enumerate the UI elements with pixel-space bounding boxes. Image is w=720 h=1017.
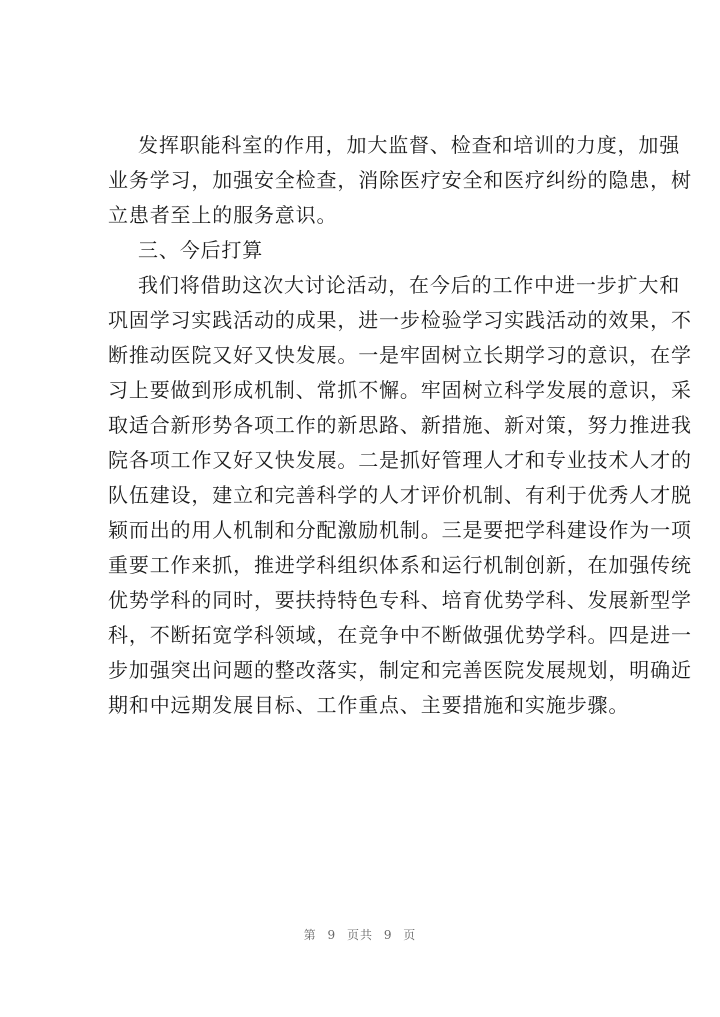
paragraph-line: 习上要做到形成机制、常抓不懈。牢固树立科学发展的意识，采 xyxy=(108,378,692,402)
paragraph-line: 断推动医院又好又快发展。一是牢固树立长期学习的意识，在学 xyxy=(108,343,692,367)
paragraph-line: 我们将借助这次大讨论活动，在今后的工作中进一步扩大和 xyxy=(138,273,681,297)
page-footer xyxy=(0,926,720,943)
paragraph-line: 发挥职能科室的作用，加大监督、检查和培训的力度，加强 xyxy=(138,133,681,157)
paragraph-line: 科，不断拓宽学科领域，在竞争中不断做强优势学科。四是进一 xyxy=(108,623,692,647)
paragraph-line: 颖而出的用人机制和分配激励机制。三是要把学科建设作为一项 xyxy=(108,518,692,542)
current-page-number: 9 xyxy=(327,928,337,942)
paragraph-line: 业务学习，加强安全检查，消除医疗安全和医疗纠纷的隐患，树 xyxy=(108,168,692,192)
paragraph-line: 立患者至上的服务意识。 xyxy=(108,203,338,227)
footer-suffix: 页 xyxy=(403,928,417,942)
paragraph-line: 队伍建设，建立和完善科学的人才评价机制、有利于优秀人才脱 xyxy=(108,483,692,507)
paragraph-line: 优势学科的同时，要扶持特色专科、培育优势学科、发展新型学 xyxy=(108,588,692,612)
paragraph-line: 步加强突出问题的整改落实，制定和完善医院发展规划，明确近 xyxy=(108,658,692,682)
paragraph-line: 取适合新形势各项工作的新思路、新措施、新对策，努力推进我 xyxy=(108,413,692,437)
total-page-count: 9 xyxy=(383,928,393,942)
paragraph-line: 巩固学习实践活动的成果，进一步检验学习实践活动的效果，不 xyxy=(108,308,692,332)
paragraph-line: 院各项工作又好又快发展。二是抓好管理人才和专业技术人才的 xyxy=(108,448,692,472)
paragraph-line: 期和中远期发展目标、工作重点、主要措施和实施步骤。 xyxy=(108,693,630,717)
footer-middle: 页共 xyxy=(346,928,373,942)
section-heading: 三、今后打算 xyxy=(138,238,264,262)
footer-prefix: 第 xyxy=(303,928,317,942)
paragraph-line: 重要工作来抓，推进学科组织体系和运行机制创新，在加强传统 xyxy=(108,553,692,577)
document-body xyxy=(108,128,692,723)
